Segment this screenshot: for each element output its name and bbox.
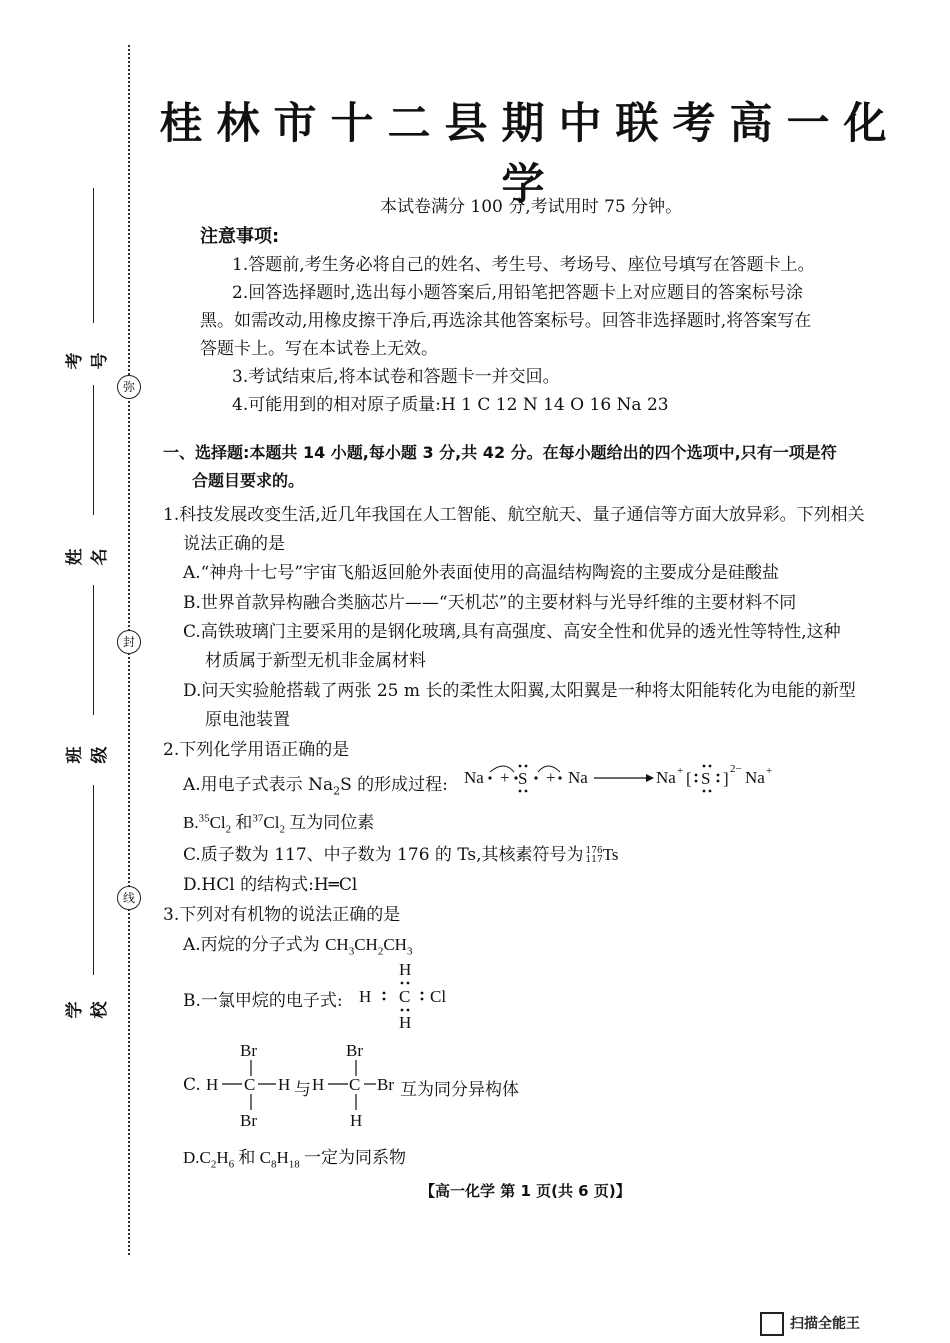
svg-text:H: H xyxy=(399,1013,412,1032)
xuexiao-line xyxy=(93,785,94,975)
q3-stem: 3.下列对有机物的说法正确的是 xyxy=(163,905,401,925)
banji-line xyxy=(93,585,94,715)
na2s-formation-diagram xyxy=(460,758,780,798)
q1-option-b: B.世界首款异构融合类脑芯片——“天机芯”的主要材料与光导纤维的主要材料不同 xyxy=(183,593,797,613)
q1-option-a: A.“神舟十七号”宇宙飞船返回舱外表面使用的高温结构陶瓷的主要成分是硅酸盐 xyxy=(183,563,780,583)
q2-option-b: $B.^{35}Cl_2$ 和$^{37}Cl_2$ 互为同位素 xyxy=(183,812,375,836)
section1-line1: 一、选择题:本题共 14 小题,每小题 3 分,共 42 分。在每小题给出的四个选项中,只有一项是符 xyxy=(163,443,837,462)
page-footer: 【高一化学 第 1 页(共 6 页)】 xyxy=(420,1182,631,1200)
q3-option-b: B.一氯甲烷的电子式: xyxy=(183,991,343,1011)
q2-option-c: C.质子数为 117、中子数为 176 的 Ts,其核素符号为 176 117Ts xyxy=(183,845,619,865)
svg-text:Na: Na xyxy=(745,768,765,787)
svg-text:H: H xyxy=(312,1075,325,1094)
q1-stem-2: 说法正确的是 xyxy=(183,534,285,554)
exam-intro: 本试卷满分 100 分,考试用时 75 分钟。 xyxy=(380,197,683,217)
note-4: 4.可能用到的相对原子质量:H 1 C 12 N 14 O 16 Na 23 xyxy=(232,395,669,415)
q3-option-d: $D.C_2H_6$ 和 $C_8H_{18}$ 一定为同系物 xyxy=(183,1148,407,1171)
q3-d-pre: D. xyxy=(183,1148,200,1167)
note-2a: 2.回答选择题时,选出每小题答案后,用铅笔把答题卡上对应题目的答案标号涂 xyxy=(232,283,804,303)
svg-text:+: + xyxy=(766,765,773,777)
svg-text:Na: Na xyxy=(656,768,676,787)
q2-a-text2: S 的形成过程: xyxy=(340,775,448,795)
svg-text:Na: Na xyxy=(568,768,588,787)
q3-d-end: 一定为同系物 xyxy=(299,1148,407,1167)
note-2c: 答题卡上。写在本试卷上无效。 xyxy=(200,339,438,359)
q1-option-c-2: 材质属于新型无机非金属材料 xyxy=(205,651,426,671)
q2-option-d: D.HCl 的结构式:H═Cl xyxy=(183,875,358,895)
svg-text:H: H xyxy=(278,1075,291,1094)
xingming-label: 姓名 xyxy=(65,548,110,566)
notes-heading: 注意事项: xyxy=(200,226,280,247)
xuexiao-label: 学校 xyxy=(65,1001,110,1019)
q2-c-text: C.质子数为 117、中子数为 176 的 Ts,其核素符号为 xyxy=(183,845,584,865)
q2-stem: 2.下列化学用语正确的是 xyxy=(163,740,350,760)
svg-text:C: C xyxy=(349,1075,361,1094)
svg-text:Na: Na xyxy=(464,768,484,787)
q1-option-d-1: D.问天实验舱搭载了两张 25 m 长的柔性太阳翼,太阳翼是一种将太阳能转化为电能的新型 xyxy=(183,681,856,701)
kaohao-line xyxy=(93,188,94,323)
svg-text:C: C xyxy=(244,1075,256,1094)
chloromethane-electron-formula xyxy=(354,958,474,1034)
scanner-watermark xyxy=(760,1312,860,1336)
svg-text:H: H xyxy=(350,1111,363,1130)
svg-text:H: H xyxy=(206,1075,219,1094)
svg-text:H: H xyxy=(399,960,412,979)
q2-a-text: A.用电子式表示 Na xyxy=(183,775,334,795)
banji-label: 班级 xyxy=(65,746,110,764)
svg-text:+: + xyxy=(677,765,684,777)
qr-code-icon xyxy=(760,1312,784,1336)
ts-nuclide-indices: 176 117 xyxy=(585,845,603,865)
kaohao-label: 考号 xyxy=(65,352,110,370)
q3-option-a: A.丙烷的分子式为 $CH_3CH_2CH_3$ xyxy=(183,935,413,958)
svg-text:+: + xyxy=(500,768,510,787)
q1-option-d-2: 原电池装置 xyxy=(205,710,290,730)
q3-c-end: 互为同分异构体 xyxy=(400,1080,519,1100)
seal-feng: 封 xyxy=(117,630,141,654)
q2-b-cl1: Cl xyxy=(209,813,226,832)
svg-text:Br: Br xyxy=(240,1111,257,1130)
svg-text:Cl: Cl xyxy=(430,987,447,1006)
q1-option-c-1: C.高铁玻璃门主要采用的是钢化玻璃,具有高强度、高安全性和优异的透光性等特性,这种 xyxy=(183,622,841,642)
seal-xian: 线 xyxy=(117,886,141,910)
svg-text:S: S xyxy=(518,769,528,788)
svg-text:2−: 2− xyxy=(730,763,742,775)
dibromomethane-structure-2 xyxy=(312,1040,402,1132)
exam-title: 桂林市十二县期中联考高一化学 xyxy=(159,99,901,210)
xingming-line xyxy=(93,385,94,515)
note-3: 3.考试结束后,将本试卷和答题卡一并交回。 xyxy=(232,367,560,387)
q3-option-c-label: C. xyxy=(183,1075,201,1095)
note-2b: 黑。如需改动,用橡皮擦干净后,再选涂其他答案标号。回答非选择题时,将答案写在 xyxy=(200,311,812,331)
svg-text:]: ] xyxy=(723,769,729,788)
svg-text:Br: Br xyxy=(346,1041,363,1060)
svg-text:C: C xyxy=(399,987,411,1006)
section1-line2: 合题目要求的。 xyxy=(192,471,305,490)
q2-b-pre: B. xyxy=(183,813,199,832)
note-1: 1.答题前,考生务必将自己的姓名、考生号、考场号、座位号填写在答题卡上。 xyxy=(232,255,815,275)
q2-b-and: 和 xyxy=(231,813,253,832)
svg-text:Br: Br xyxy=(240,1041,257,1060)
q2-b-end: 互为同位素 xyxy=(284,813,375,832)
q2-option-a: A.用电子式表示 $Na_2S$ 的形成过程: xyxy=(183,775,448,798)
svg-text:H: H xyxy=(359,987,372,1006)
q1-stem-1: 1.科技发展改变生活,近几年我国在人工智能、航空航天、量子通信等方面大放异彩。下列相关 xyxy=(163,505,865,525)
q2-b-cl2: Cl xyxy=(263,813,280,832)
scanner-watermark-text: 扫描全能王 xyxy=(790,1316,860,1332)
svg-text:Br: Br xyxy=(377,1075,394,1094)
svg-text:[: [ xyxy=(686,769,692,788)
q3-a-pre: A.丙烷的分子式为 xyxy=(183,935,326,955)
svg-text:+: + xyxy=(546,768,556,787)
q3-c-mid: 与 xyxy=(294,1080,311,1100)
svg-text:S: S xyxy=(701,769,711,788)
seal-mi: 弥 xyxy=(117,375,141,399)
